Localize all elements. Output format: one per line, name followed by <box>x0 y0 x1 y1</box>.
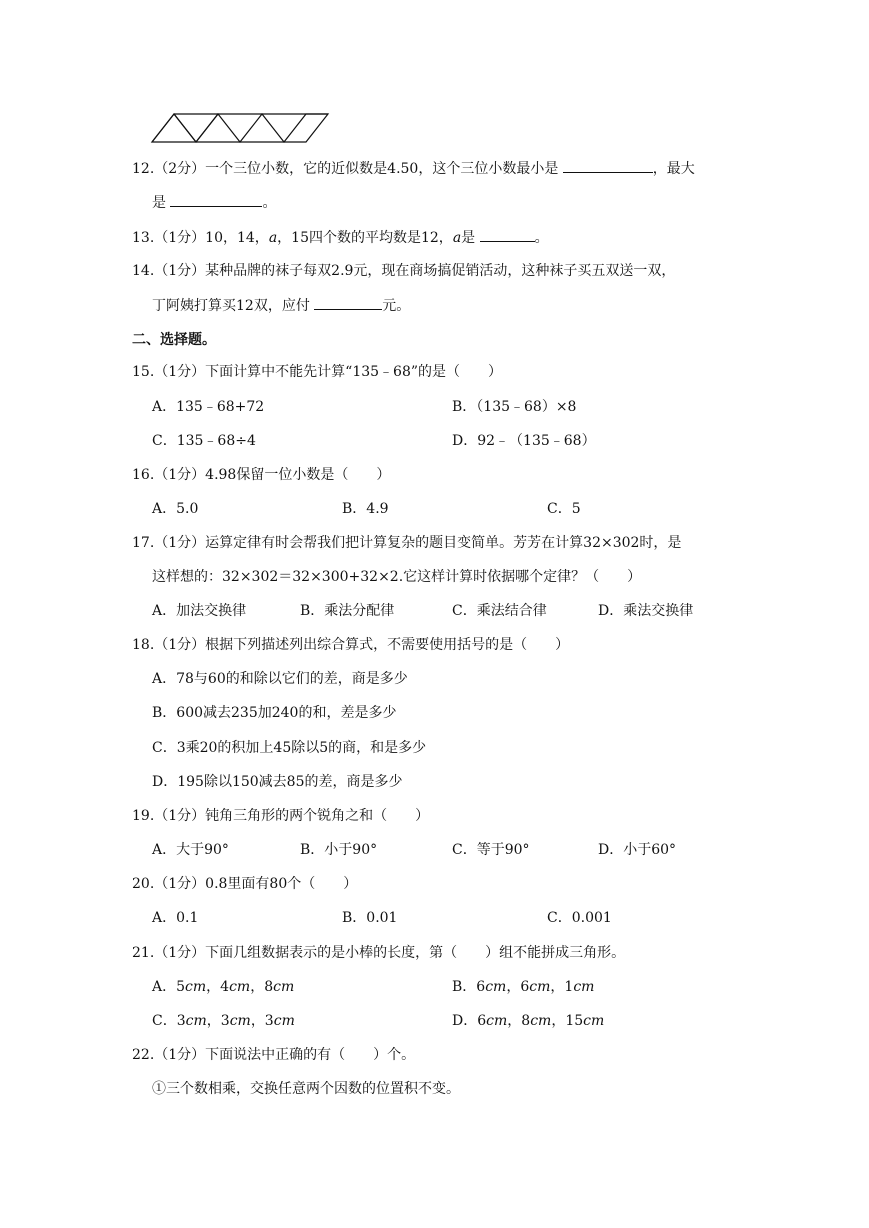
length-value: ，3 <box>250 1013 274 1029</box>
option-a[interactable] <box>152 977 294 997</box>
option-c[interactable]: C．135﹣68÷4 <box>152 433 256 449</box>
question-14-line-1 <box>132 261 675 281</box>
length-value: ，1 <box>550 979 574 995</box>
variable-a: a <box>268 230 278 246</box>
question-13-text-4: 。 <box>534 230 549 246</box>
option-b[interactable]: B．600减去235加240的和，差是多少 <box>152 705 397 721</box>
unit: cm <box>273 1013 295 1029</box>
option-a[interactable]: A．5.0 <box>152 501 199 517</box>
length-value: ，8 <box>507 1013 531 1029</box>
section-heading: 二、选择题。 <box>132 332 216 348</box>
length-value: ，3 <box>206 1013 230 1029</box>
unit: cm <box>185 1013 207 1029</box>
option-b[interactable] <box>452 977 594 997</box>
option-b[interactable]: B．小于90° <box>300 842 378 858</box>
unit: cm <box>486 1013 508 1029</box>
question-14-text: 14.（1分）某种品牌的袜子每双2.9元，现在商场搞促销活动，这种袜子买五双送一双， <box>132 263 676 279</box>
question-14-text-3: 元。 <box>382 298 411 314</box>
option-b[interactable]: B．0.01 <box>342 910 398 926</box>
length-value: 6 <box>476 979 486 995</box>
answer-blank[interactable] <box>170 192 262 207</box>
option-letter: C． <box>152 1013 177 1029</box>
length-value: 3 <box>176 1013 186 1029</box>
question-14-line-2 <box>152 295 410 316</box>
option-a[interactable]: A．135﹣68+72 <box>152 399 265 415</box>
option-letter: D． <box>452 1013 478 1029</box>
question-13 <box>132 227 549 248</box>
length-value: ，15 <box>551 1013 584 1029</box>
variable-a: a <box>452 230 462 246</box>
length-value: 5 <box>176 979 186 995</box>
question-12-line-1 <box>132 158 695 179</box>
question-12-text-4: 。 <box>262 195 277 211</box>
option-a[interactable]: A．加法交换律 <box>152 603 247 619</box>
question-12-line-2 <box>152 192 276 213</box>
option-b[interactable]: B．（135﹣68）×8 <box>452 399 577 415</box>
length-value: ，8 <box>250 979 274 995</box>
option-c[interactable]: C．乘法结合律 <box>452 603 547 619</box>
question-22-stem: 22.（1分）下面说法中正确的有（ ）个。 <box>132 1047 416 1063</box>
option-d[interactable]: D．195除以150减去85的差，商是多少 <box>152 774 403 790</box>
unit: cm <box>273 979 295 995</box>
option-d[interactable]: D．乘法交换律 <box>598 603 694 619</box>
option-d[interactable]: D．小于60° <box>598 842 677 858</box>
question-15-stem: 15.（1分）下面计算中不能先计算“135﹣68”的是（ ） <box>132 364 503 380</box>
unit: cm <box>229 979 251 995</box>
answer-blank[interactable] <box>480 227 535 242</box>
question-13-text-2: ，15四个数的平均数是12， <box>277 230 453 246</box>
length-value: ，4 <box>206 979 230 995</box>
option-c[interactable]: C．3乘20的积加上45除以5的商，和是多少 <box>152 740 427 756</box>
option-letter: B． <box>452 979 477 995</box>
unit: cm <box>573 979 595 995</box>
question-13-text: 13.（1分）10，14， <box>132 230 269 246</box>
unit: cm <box>229 1013 251 1029</box>
unit: cm <box>529 979 551 995</box>
length-value: 6 <box>477 1013 487 1029</box>
option-a[interactable]: A．78与60的和除以它们的差，商是多少 <box>152 671 408 687</box>
question-12-text-2: ，最大 <box>652 161 695 177</box>
question-16-stem: 16.（1分）4.98保留一位小数是（ ） <box>132 467 391 483</box>
option-c[interactable]: C．等于90° <box>452 842 530 858</box>
option-a[interactable]: A．大于90° <box>152 842 229 858</box>
question-20-stem: 20.（1分）0.8里面有80个（ ） <box>132 876 358 892</box>
option-d[interactable]: D．92﹣（135﹣68） <box>452 433 596 449</box>
question-19-stem: 19.（1分）钝角三角形的两个锐角之和（ ） <box>132 808 430 824</box>
triangle-strip-figure <box>150 112 332 144</box>
unit: cm <box>185 979 207 995</box>
question-17-line-2: 这样想的：32×302＝32×300+32×2.它这样计算时依据哪个定律？（ ） <box>152 569 642 585</box>
question-18-stem: 18.（1分）根据下列描述列出综合算式，不需要使用括号的是（ ） <box>132 637 570 653</box>
answer-blank[interactable] <box>563 158 653 173</box>
unit: cm <box>530 1013 552 1029</box>
unit: cm <box>485 979 507 995</box>
question-21-stem: 21.（1分）下面几组数据表示的是小棒的长度，第（ ）组不能拼成三角形。 <box>132 945 626 961</box>
option-b[interactable]: B．4.9 <box>342 501 389 517</box>
question-13-text-3: 是 <box>461 230 476 246</box>
unit: cm <box>583 1013 605 1029</box>
question-14-text-2: 丁阿姨打算买12双，应付 <box>152 298 310 314</box>
option-b[interactable]: B．乘法分配律 <box>300 603 395 619</box>
option-c[interactable]: C．0.001 <box>547 910 612 926</box>
question-12-text: 12.（2分）一个三位小数，它的近似数是4.50，这个三位小数最小是 <box>132 161 559 177</box>
statement-1: ①三个数相乘，交换任意两个因数的位置积不变。 <box>152 1081 460 1097</box>
length-value: ，6 <box>506 979 530 995</box>
option-letter: A． <box>152 979 177 995</box>
question-17-line-1: 17.（1分）运算定律有时会帮我们把计算复杂的题目变简单。芳芳在计算32×302时，是 <box>132 535 682 551</box>
question-12-text-3: 是 <box>152 195 166 211</box>
option-c[interactable]: C．5 <box>547 501 581 517</box>
option-c[interactable] <box>152 1011 295 1031</box>
answer-blank[interactable] <box>314 295 382 310</box>
option-a[interactable]: A．0.1 <box>152 910 199 926</box>
option-d[interactable] <box>452 1011 604 1031</box>
